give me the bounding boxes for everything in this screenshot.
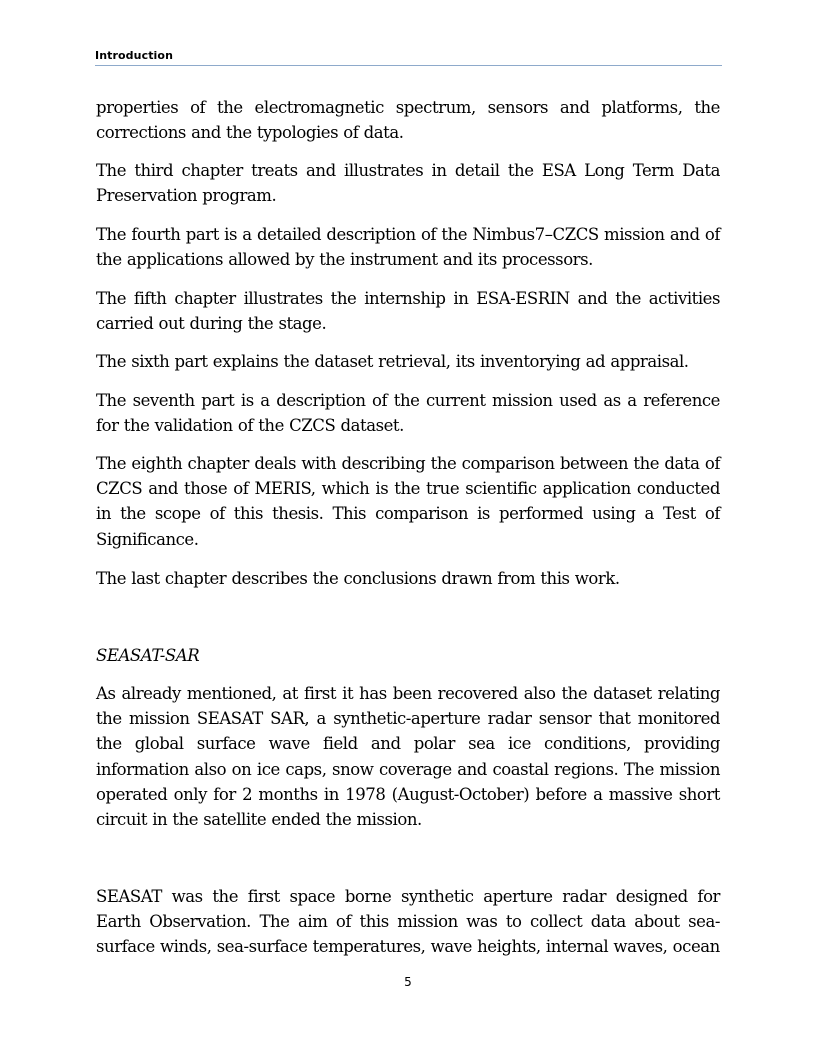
paragraph-intro-continuation: properties of the electromagnetic spectrum, sensors and platforms, the corrections and the typologies of data. xyxy=(96,98,720,143)
section-heading-seasat-sar: SEASAT-SAR xyxy=(96,646,200,665)
paragraph-sixth-part: The sixth part explains the dataset retrieval, its inventorying ad appraisal. xyxy=(96,352,689,371)
paragraph-seventh-part: The seventh part is a description of the current mission used as a reference for the validation of the CZCS dataset. xyxy=(96,391,720,436)
paragraph-seasat-description: SEASAT was the first space borne synthetic aperture radar designed for Earth Observation. The aim of this mission was to collect data about sea-surface winds, sea-surface temperatures, wave heights, internal waves, ocean xyxy=(96,887,720,957)
running-header xyxy=(95,49,722,66)
paragraph-seasat-recovery: As already mentioned, at first it has been recovered also the dataset relating the mission SEASAT SAR, a synthetic-aperture radar sensor that monitored the global surface wave field and polar sea ice conditions, providing information also on ice caps, snow coverage and coastal regions. The mission operated only for 2 months in 1978 (August-October) before a massive short circuit in the satellite ended the mission. xyxy=(96,684,720,830)
paragraph-last-chapter: The last chapter describes the conclusions drawn from this work. xyxy=(96,569,620,588)
paragraph-fourth-part: The fourth part is a detailed description of the Nimbus7–CZCS mission and of the applications allowed by the instrument and its processors. xyxy=(96,225,720,270)
paragraph-third-chapter: The third chapter treats and illustrates in detail the ESA Long Term Data Preservation program. xyxy=(96,161,720,206)
page-number: 5 xyxy=(404,975,412,989)
paragraph-fifth-chapter: The fifth chapter illustrates the internship in ESA-ESRIN and the activities carried out during the stage. xyxy=(96,289,720,334)
paragraph-eighth-chapter: The eighth chapter deals with describing the comparison between the data of CZCS and those of MERIS, which is the true scientific application conducted in the scope of this thesis. This comparison is performed using a Test of Significance. xyxy=(96,454,720,549)
header-title: Introduction xyxy=(95,49,174,62)
